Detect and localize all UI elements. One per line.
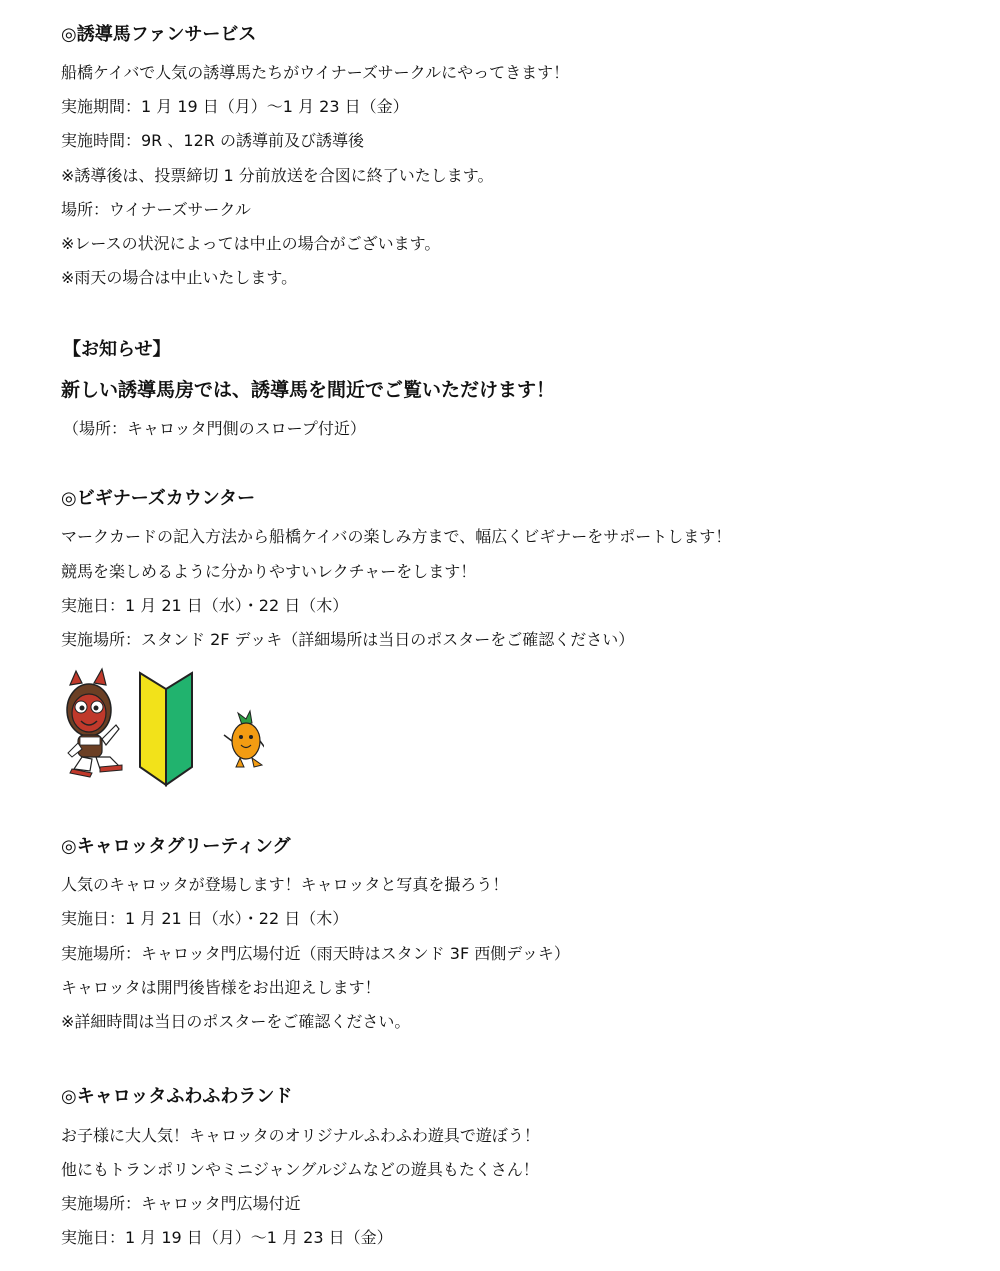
text-line: 実施場所：キャロッタ門広場付近（雨天時はスタンド 3F 西側デッキ） xyxy=(61,944,570,963)
text-line: 場所：ウイナーズサークル xyxy=(61,200,251,219)
text-line: マークカードの記入方法から船橋ケイバの楽しみ方まで、幅広くビギナーをサポートします！ xyxy=(61,527,732,546)
text-line: 実施場所：キャロッタ門広場付近 xyxy=(61,1194,301,1213)
text-line: 船橋ケイバで人気の誘導馬たちがウイナーズサークルにやってきます！ xyxy=(61,63,570,82)
section-heading-guide-horse: ◎誘導馬ファンサービス xyxy=(61,24,257,45)
text-line: キャロッタは開門後皆様をお出迎えします！ xyxy=(61,978,381,997)
carrot-mascot-icon xyxy=(224,711,264,767)
notice-headline: 新しい誘導馬房では、誘導馬を間近でご覧いただけます！ xyxy=(61,379,556,401)
section-heading-greeting: ◎キャロッタグリーティング xyxy=(61,836,291,857)
beginner-mascot-illustration xyxy=(64,665,264,790)
text-line: 実施時間：9R 、12R の誘導前及び誘導後 xyxy=(61,131,364,150)
text-line: 他にもトランポリンやミニジャングルジムなどの遊具もたくさん！ xyxy=(61,1160,539,1179)
text-line: ※レースの状況によっては中止の場合がございます。 xyxy=(61,234,441,253)
text-line: 実施日：1 月 19 日（月）～1 月 23 日（金） xyxy=(61,1228,393,1247)
notice-location: （場所：キャロッタ門側のスロープ付近） xyxy=(63,419,366,438)
text-line: ※誘導後は、投票締切 1 分前放送を合図に終了いたします。 xyxy=(61,166,494,185)
text-line: 実施日：1 月 21 日（水）・22 日（木） xyxy=(61,596,349,615)
section-heading-beginners: ◎ビギナーズカウンター xyxy=(61,488,256,509)
text-line: 実施期間：1 月 19 日（月）～1 月 23 日（金） xyxy=(61,97,409,116)
text-line: 実施場所：スタンド 2F デッキ（詳細場所は当日のポスターをご確認ください） xyxy=(61,630,635,649)
text-line: 競馬を楽しめるように分かりやすいレクチャーをします！ xyxy=(61,562,477,581)
text-line: 人気のキャロッタが登場します！キャロッタと写真を撮ろう！ xyxy=(61,875,509,894)
horse-mascot-icon xyxy=(67,669,122,777)
text-line: お子様に大人気！キャロッタのオリジナルふわふわ遊具で遊ぼう！ xyxy=(61,1126,540,1145)
section-heading-fuwafuwa: ◎キャロッタふわふわランド xyxy=(61,1086,293,1107)
notice-label: 【お知らせ】 xyxy=(63,339,171,360)
text-line: ※詳細時間は当日のポスターをご確認ください。 xyxy=(61,1012,411,1031)
beginner-mark-icon xyxy=(140,673,192,785)
text-line: ※雨天の場合は中止いたします。 xyxy=(61,268,298,287)
text-line: 実施日：1 月 21 日（水）・22 日（木） xyxy=(61,909,349,928)
